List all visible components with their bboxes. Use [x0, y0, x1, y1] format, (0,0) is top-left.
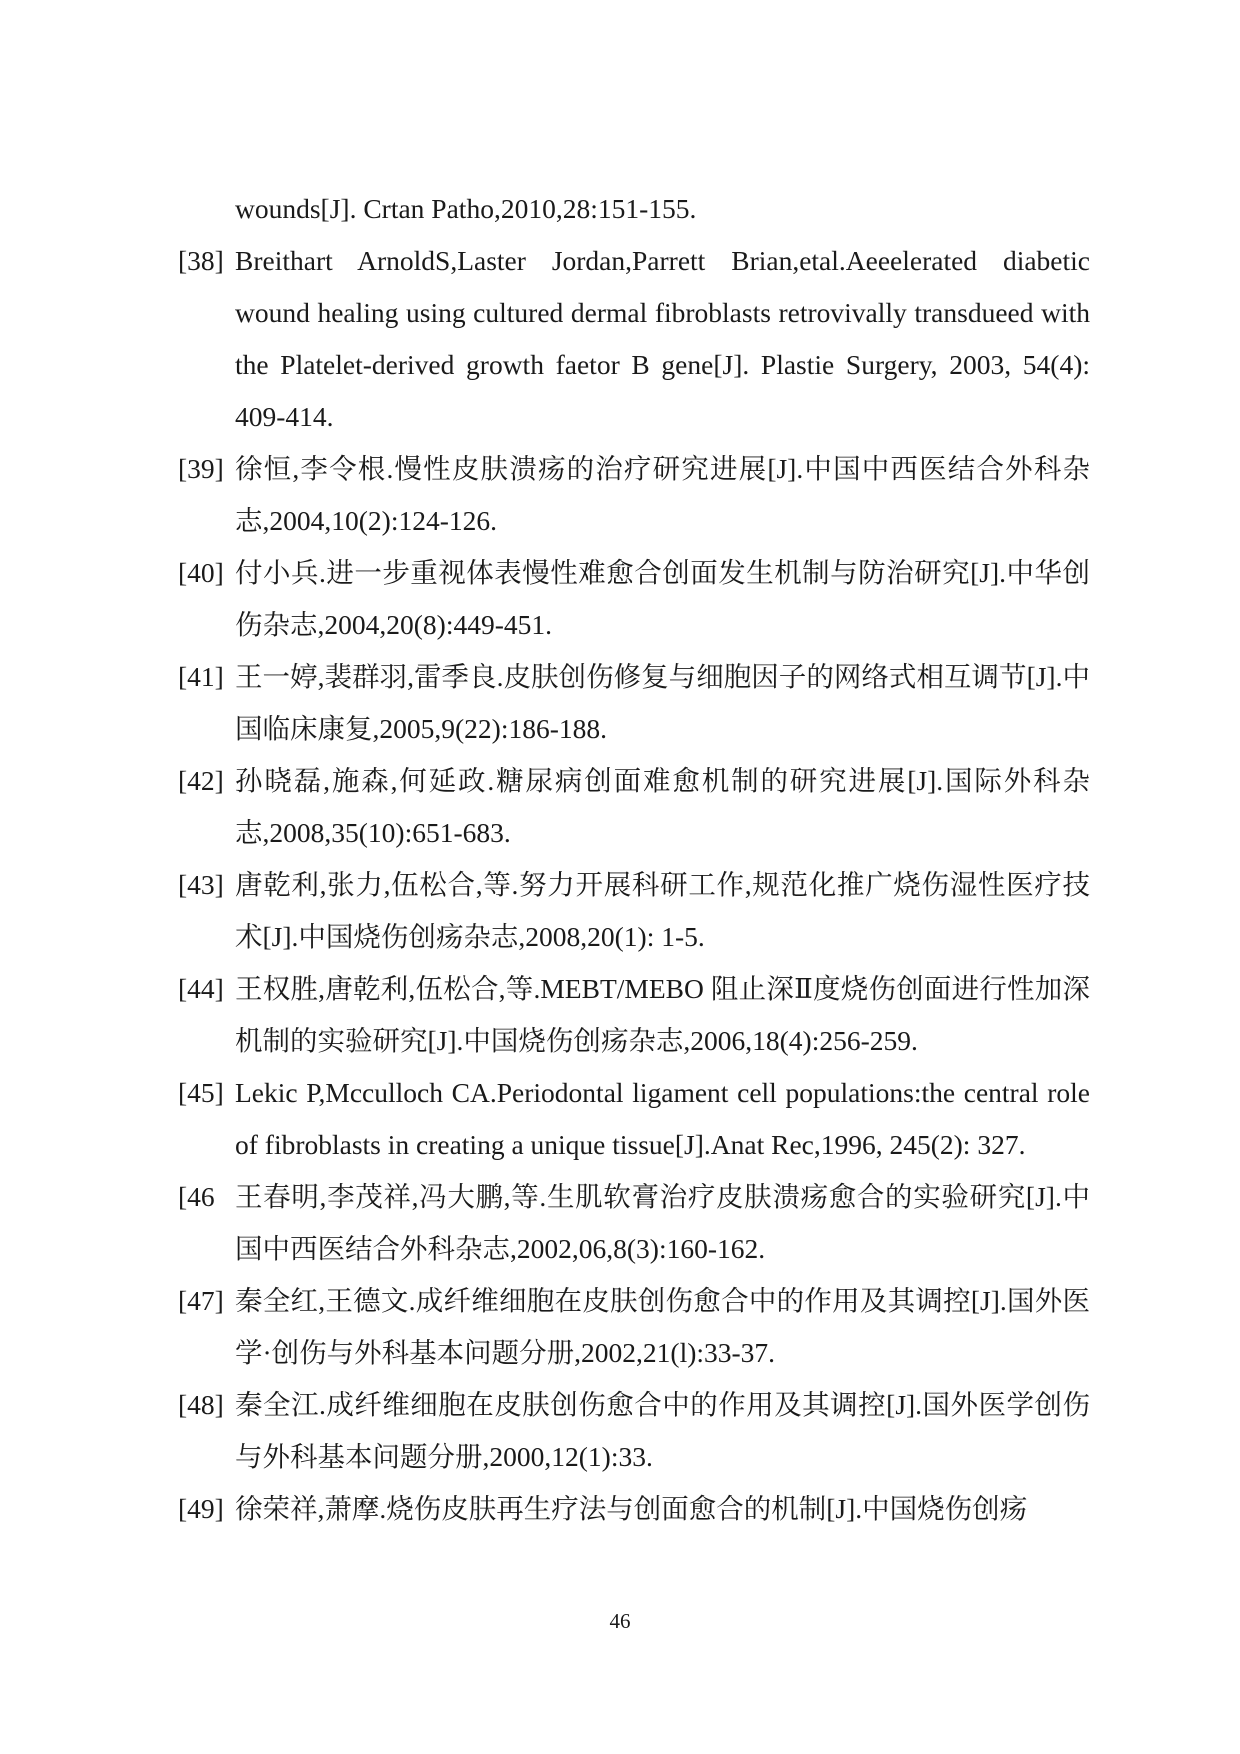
reference-text: Breithart ArnoldS,Laster Jordan,Parrett Brian,etal.Aeeelerated diabetic wound healing using cultured dermal fibroblasts retrovivally transdueed with the Platelet-derived growth faetor B gene[J]. Plastie Surgery, 2003, 54(4): 409-414. — [235, 245, 1090, 432]
reference-number: [42] — [178, 765, 224, 796]
reference-item — [178, 755, 1090, 859]
reference-number: [48] — [178, 1389, 224, 1420]
reference-item — [178, 1275, 1090, 1379]
reference-item — [178, 183, 1090, 235]
reference-item — [178, 859, 1090, 963]
reference-item — [178, 235, 1090, 443]
reference-text: 唐乾利,张力,伍松合,等.努力开展科研工作,规范化推广烧伤湿性医疗技术[J].中国烧伤创疡杂志,2008,20(1): 1-5. — [235, 869, 1090, 952]
reference-item — [178, 547, 1090, 651]
reference-number: [39] — [178, 453, 224, 484]
reference-text: 王一婷,裴群羽,雷季良.皮肤创伤修复与细胞因子的网络式相互调节[J].中国临床康复,2005,9(22):186-188. — [235, 661, 1090, 744]
reference-number: [43] — [178, 869, 224, 900]
reference-item — [178, 651, 1090, 755]
reference-text: 徐恒,李令根.慢性皮肤溃疡的治疗研究进展[J].中国中西医结合外科杂志,2004,10(2):124-126. — [235, 453, 1090, 536]
reference-number: [45] — [178, 1077, 224, 1108]
reference-number: [38] — [178, 245, 224, 276]
page-number: 46 — [609, 1609, 631, 1633]
reference-text: 付小兵.进一步重视体表慢性难愈合创面发生机制与防治研究[J].中华创伤杂志,2004,20(8):449-451. — [235, 557, 1090, 640]
reference-text: 秦全红,王德文.成纤维细胞在皮肤创伤愈合中的作用及其调控[J].国外医学·创伤与外科基本问题分册,2002,21(l):33-37. — [235, 1285, 1090, 1368]
reference-number: [46 — [178, 1181, 215, 1212]
reference-text: 孙晓磊,施森,何延政.糖尿病创面难愈机制的研究进展[J].国际外科杂志,2008,35(10):651-683. — [235, 765, 1090, 848]
reference-number: [47] — [178, 1285, 224, 1316]
reference-item — [178, 1067, 1090, 1171]
reference-text: 王权胜,唐乾利,伍松合,等.MEBT/MEBO 阻止深Ⅱ度烧伤创面进行性加深机制的实验研究[J].中国烧伤创疡杂志,2006,18(4):256-259. — [235, 973, 1090, 1056]
reference-item — [178, 1483, 1090, 1535]
reference-item — [178, 1379, 1090, 1483]
reference-number: [41] — [178, 661, 224, 692]
reference-number: [44] — [178, 973, 224, 1004]
reference-number: [49] — [178, 1493, 224, 1524]
reference-number: [40] — [178, 557, 224, 588]
reference-item — [178, 1171, 1090, 1275]
reference-list — [178, 183, 1090, 1535]
reference-item — [178, 963, 1090, 1067]
reference-item — [178, 443, 1090, 547]
reference-text: 王春明,李茂祥,冯大鹏,等.生肌软膏治疗皮肤溃疡愈合的实验研究[J].中国中西医结合外科杂志,2002,06,8(3):160-162. — [235, 1181, 1090, 1264]
reference-text: 徐荣祥,萧摩.烧伤皮肤再生疗法与创面愈合的机制[J].中国烧伤创疡 — [235, 1493, 1028, 1524]
reference-text: wounds[J]. Crtan Patho,2010,28:151-155. — [235, 193, 697, 224]
reference-text: Lekic P,Mcculloch CA.Periodontal ligament cell populations:the central role of fibroblasts in creating a unique tissue[J].Anat Rec,1996, 245(2): 327. — [235, 1077, 1090, 1160]
reference-text: 秦全江.成纤维细胞在皮肤创伤愈合中的作用及其调控[J].国外医学创伤与外科基本问题分册,2000,12(1):33. — [235, 1389, 1090, 1472]
